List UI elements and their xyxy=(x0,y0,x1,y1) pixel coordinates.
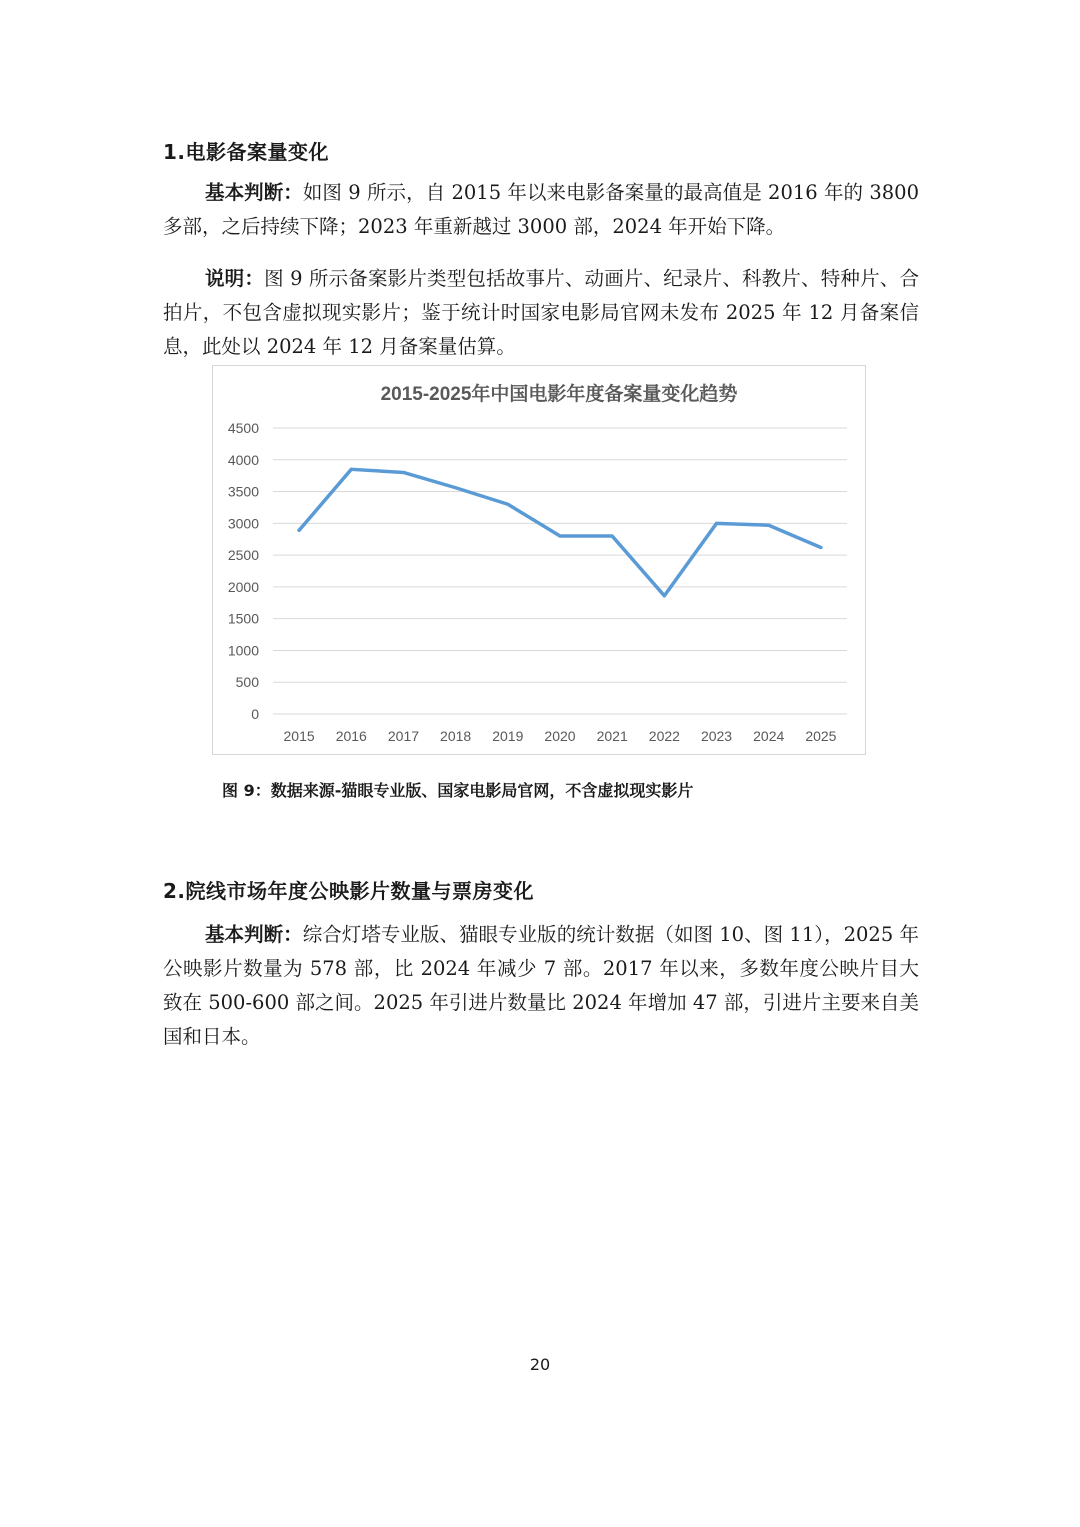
data-point xyxy=(819,546,822,549)
series-line xyxy=(299,469,821,595)
series-line-group xyxy=(298,468,823,597)
judgment-lead-label: 基本判断： xyxy=(205,181,303,204)
data-point xyxy=(402,471,405,474)
y-tick-label: 500 xyxy=(235,674,259,691)
data-point xyxy=(506,503,509,506)
data-point xyxy=(298,529,301,532)
x-tick-label: 2019 xyxy=(492,728,524,744)
judgment-lead-label: 基本判断： xyxy=(205,923,303,946)
section-2-judgment-paragraph xyxy=(163,918,919,1054)
data-point xyxy=(715,522,718,525)
x-tick-label: 2023 xyxy=(700,728,733,744)
y-tick-label: 3000 xyxy=(227,515,259,532)
data-point xyxy=(767,524,770,527)
x-tick-label: 2021 xyxy=(596,728,628,744)
section-1-judgment-paragraph xyxy=(163,176,919,244)
judgment-text: 综合灯塔专业版、猫眼专业版的统计数据（如图 10、图 11），2025 年公映影片数量为 578 部，比 2024 年减少 7 部。2017 年以来，多数年度公映片目大致在 500-600 部之间。2025 年引进片数量比 2024 年增加 47 部，引进片主要来自美国和日本。 xyxy=(163,923,919,1048)
section-2-heading: 2.院线市场年度公映影片数量与票房变化 xyxy=(163,879,535,903)
line-chart xyxy=(213,366,865,754)
y-tick-label: 4500 xyxy=(227,420,259,436)
section-1-note-paragraph xyxy=(163,262,919,364)
y-tick-label: 2000 xyxy=(227,578,259,595)
x-tick-label: 2022 xyxy=(648,728,680,744)
x-tick-label: 2017 xyxy=(387,728,420,744)
x-tick-label: 2016 xyxy=(335,728,367,744)
chart-title: 2015-2025年中国电影年度备案量变化趋势 xyxy=(380,384,738,405)
judgment-text: 如图 9 所示，自 2015 年以来电影备案量的最高值是 2016 年的 3800 多部，之后持续下降；2023 年重新越过 3000 部，2024 年开始下降。 xyxy=(163,181,919,238)
note-lead-label: 说明： xyxy=(205,267,265,290)
x-tick-label: 2018 xyxy=(440,728,472,744)
y-tick-label: 1000 xyxy=(227,642,259,659)
data-point xyxy=(350,468,353,471)
page-number: 20 xyxy=(529,1355,551,1374)
figure-9-chart xyxy=(212,365,866,755)
y-tick-label: 1500 xyxy=(227,610,259,627)
x-tick-label: 2015 xyxy=(283,728,315,744)
x-tick-label: 2025 xyxy=(805,728,837,744)
y-axis-tick-labels xyxy=(228,420,259,722)
note-text: 图 9 所示备案影片类型包括故事片、动画片、纪录片、科教片、特种片、合拍片，不包含虚拟现实影片；鉴于统计时国家电影局官网未发布 2025 年 12 月备案信息，此处以 2024 年 12 月备案量估算。 xyxy=(163,267,919,358)
y-tick-label: 2500 xyxy=(227,547,259,564)
data-point xyxy=(663,594,666,597)
y-tick-label: 4000 xyxy=(227,451,259,468)
data-point xyxy=(454,486,457,489)
figure-9-caption: 图 9：数据来源-猫眼专业版、国家电影局官网，不含虚拟现实影片 xyxy=(222,781,694,800)
section-1-heading: 1.电影备案量变化 xyxy=(163,140,330,164)
y-tick-label: 3500 xyxy=(227,483,259,500)
x-tick-label: 2020 xyxy=(544,728,576,744)
data-point xyxy=(559,535,562,538)
x-tick-label: 2024 xyxy=(753,728,785,744)
y-tick-label: 0 xyxy=(251,706,259,722)
x-axis-tick-labels xyxy=(284,728,837,744)
data-point xyxy=(611,535,614,538)
